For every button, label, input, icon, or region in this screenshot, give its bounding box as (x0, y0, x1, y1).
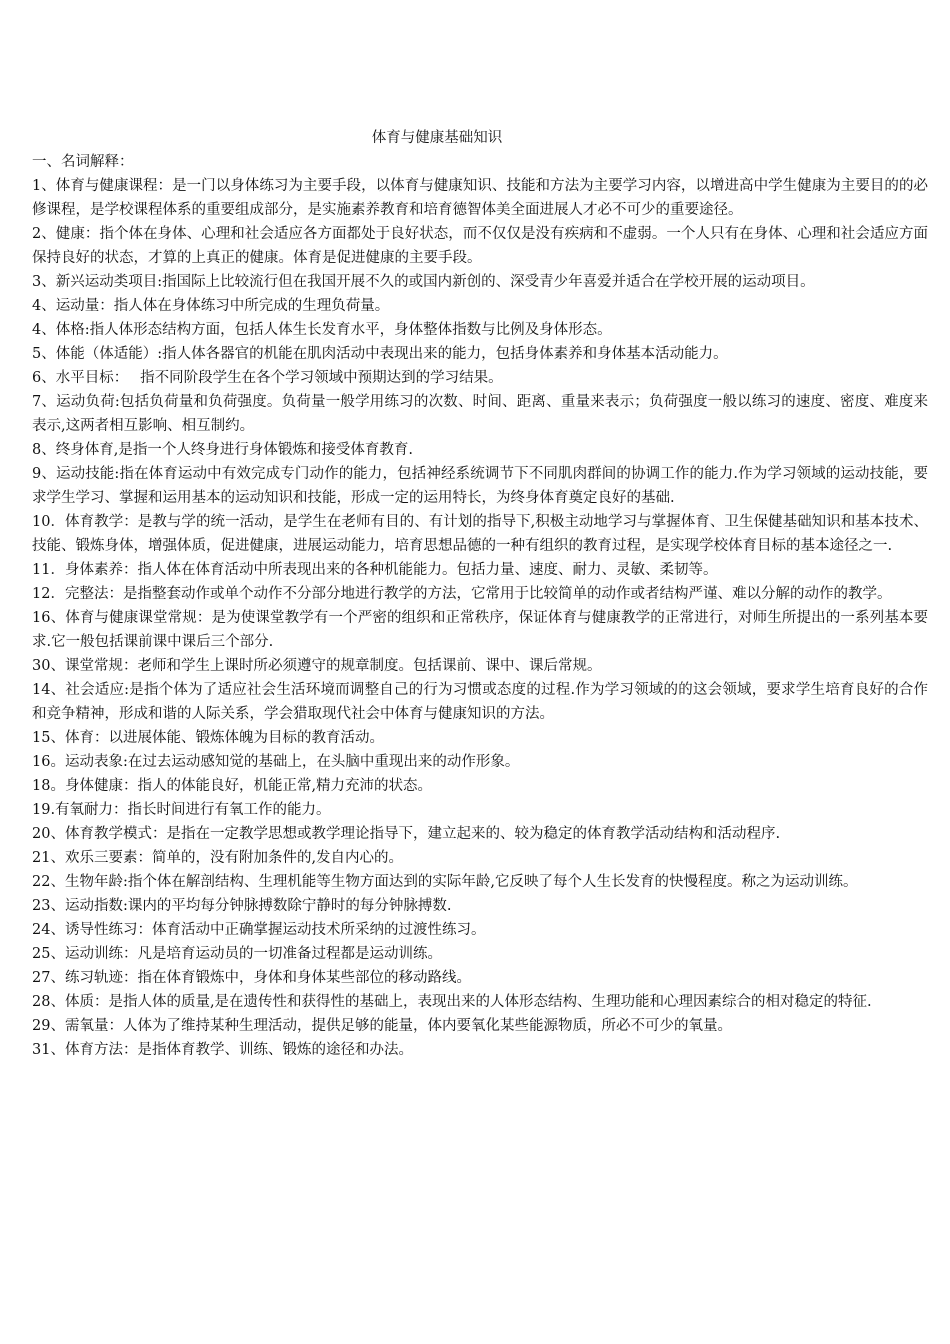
document-title: 体育与健康基础知识 (371, 130, 503, 146)
definition-entry: 6、水平目标： 指不同阶段学生在各个学习领域中预期达到的学习结果。 (32, 370, 503, 386)
definition-entry: 16、体育与健康课堂常规：是为使课堂教学有一个严密的组织和正常秩序，保证体育与健康教学的正常进行，对师生所提出的一系列基本要求.它一般包括课前课中课后三个部分. (32, 610, 928, 650)
definition-entry: 20、体育教学模式：是指在一定教学思想或教学理论指导下，建立起来的、较为稳定的体育教学活动结构和活动程序. (32, 826, 781, 842)
definition-entry: 21、欢乐三要素：简单的，没有附加条件的,发自内心的。 (32, 850, 404, 866)
definition-entry: 1、体育与健康课程：是一门以身体练习为主要手段，以体育与健康知识、技能和方法为主要学习内容，以增进高中学生健康为主要目的的必修课程，是学校课程体系的重要组成部分，是实施素养教育和培育德智体美全面进展人才必不可少的重要途径。 (32, 178, 928, 218)
definition-entry: 31、体育方法：是指体育教学、训练、锻炼的途径和办法。 (32, 1042, 413, 1058)
definition-entry: 25、运动训练：凡是培育运动员的一切准备过程都是运动训练。 (32, 946, 442, 962)
definition-entry: 22、生物年龄:指个体在解剖结构、生理机能等生物方面达到的实际年龄,它反映了每个人生长发育的快慢程度。称之为运动训练。 (32, 874, 858, 890)
definition-entry: 28、体质：是指人体的质量,是在遗传性和获得性的基础上，表现出来的人体形态结构、生理功能和心理因素综合的相对稳定的特征. (32, 994, 872, 1010)
definition-entry: 27、练习轨迹：指在体育锻炼中，身体和身体某些部位的移动路线。 (32, 970, 471, 986)
section-heading: 一、名词解释： (32, 154, 134, 170)
definition-entry: 9、运动技能:指在体育运动中有效完成专门动作的能力，包括神经系统调节下不同肌肉群间的协调工作的能力.作为学习领域的运动技能，要求学生学习、掌握和运用基本的运动知识和技能，形成一定的运用特长，为终身体育奠定良好的基础. (32, 466, 928, 506)
definition-entry: 18。身体健康：指人的体能良好，机能正常,精力充沛的状态。 (32, 778, 433, 794)
definition-entry: 7、运动负荷:包括负荷量和负荷强度。负荷量一般学用练习的次数、时间、距离、重量来表示；负荷强度一般以练习的速度、密度、难度来表示,这两者相互影响、相互制约。 (32, 394, 928, 434)
definition-entry: 14、社会适应:是指个体为了适应社会生活环境而调整自己的行为习惯或态度的过程.作为学习领域的的这会领域，要求学生培育良好的合作和竞争精神，形成和谐的人际关系，学会猎取现代社会中体育与健康知识的方法。 (32, 682, 928, 722)
definition-list (32, 174, 928, 1062)
definition-entry: 15、体育：以进展体能、锻炼体魄为目标的教育活动。 (32, 730, 384, 746)
definition-entry: 5、体能（体适能）:指人体各器官的机能在肌肉活动中表现出来的能力，包括身体素养和身体基本活动能力。 (32, 346, 728, 362)
definition-entry: 4、体格:指人体形态结构方面，包括人体生长发育水平，身体整体指数与比例及身体形态。 (32, 322, 612, 338)
definition-entry: 30、课堂常规：老师和学生上课时所必须遵守的规章制度。包括课前、课中、课后常规。 (32, 658, 602, 674)
definition-entry: 16。运动表象:在过去运动感知觉的基础上，在头脑中重现出来的动作形象。 (32, 754, 520, 770)
definition-entry: 24、诱导性练习：体育活动中正确掌握运动技术所采纳的过渡性练习。 (32, 922, 486, 938)
definition-entry: 23、运动指数:课内的平均每分钟脉搏数除宁静时的每分钟脉搏数. (32, 898, 452, 914)
definition-entry: 4、运动量：指人体在身体练习中所完成的生理负荷量。 (32, 298, 390, 314)
definition-entry: 19.有氧耐力：指长时间进行有氧工作的能力。 (32, 802, 331, 818)
definition-entry: 3、新兴运动类项目:指国际上比较流行但在我国开展不久的或国内新创的、深受青少年喜爱并适合在学校开展的运动项目。 (32, 274, 815, 290)
definition-entry: 8、终身体育,是指一个人终身进行身体锻炼和接受体育教育. (32, 442, 413, 458)
definition-entry: 12．完整法：是指整套动作或单个动作不分部分地进行教学的方法，它常用于比较简单的动作或者结构严谨、难以分解的动作的教学。 (32, 586, 892, 602)
definition-entry: 11．身体素养：指人体在体育活动中所表现出来的各种机能能力。包括力量、速度、耐力、灵敏、柔韧等。 (32, 562, 718, 578)
definition-entry: 2、健康：指个体在身体、心理和社会适应各方面都处于良好状态，而不仅仅是没有疾病和不虚弱。一个人只有在身体、心理和社会适应方面保持良好的状态，才算的上真正的健康。体育是促进健康的主要手段。 (32, 226, 928, 266)
definition-entry: 29、需氧量：人体为了维持某种生理活动，提供足够的能量，体内要氧化某些能源物质，所必不可少的氧量。 (32, 1018, 732, 1034)
definition-entry: 10．体育教学：是教与学的统一活动，是学生在老师有目的、有计划的指导下,积极主动地学习与掌握体育、卫生保健基础知识和基本技术、技能、锻炼身体，增强体质，促进健康，进展运动能力，培育思想品德的一种有组织的教育过程，是实现学校体育目标的基本途径之一. (32, 514, 928, 554)
